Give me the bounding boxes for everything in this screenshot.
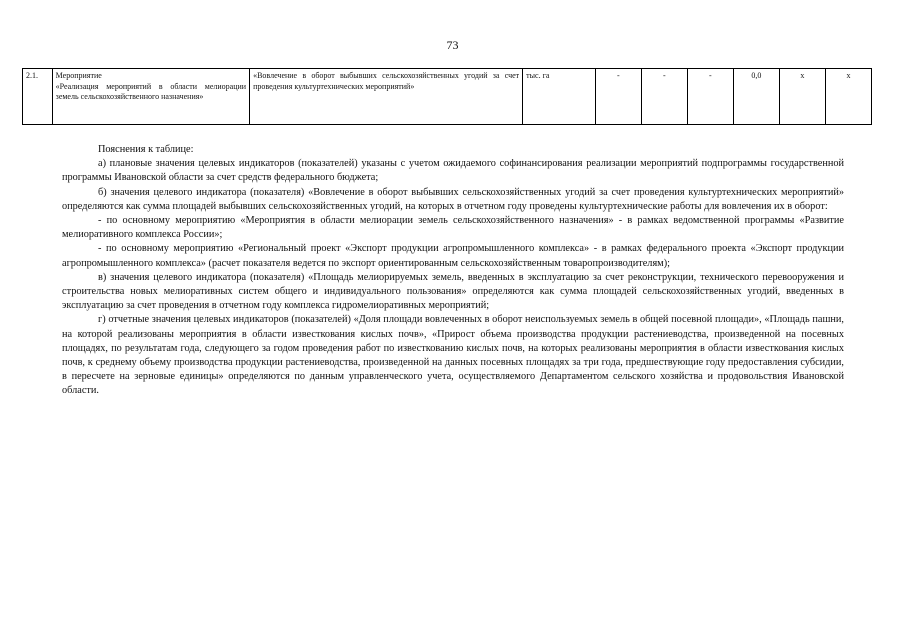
indicator-table: [22, 68, 872, 125]
value-cell-6: х: [825, 69, 871, 125]
value-cell-4: 0,0: [733, 69, 779, 125]
unit-cell: тыс. га: [523, 69, 596, 125]
table-row: [23, 69, 872, 125]
event-cell: [52, 69, 249, 125]
notes-heading: Пояснения к таблице:: [98, 144, 194, 155]
note-paragraph-a: а) плановые значения целевых индикаторов (показателей) указаны с учетом ожидаемого софинансирования реализации мероприятий подпрограммы государственной программы Ивановской области за счет средств федерального бюджета;: [62, 158, 844, 184]
value-cell-5: х: [779, 69, 825, 125]
page-number: 73: [446, 38, 459, 52]
table-notes: [62, 143, 844, 399]
note-paragraph-d: г) отчетные значения целевых индикаторов (показателей) «Доля площади вовлеченных в оборот неиспользуемых земель в общей посевной площади», «Площадь пашни, на которой реализованы мероприятия в области известкования кислых почв», «Прирост объема производства продукции растениеводства, произведенной на посевных площадях, по результатам года, следующего за годом проведения работ по известкованию кислых почв, на которых реализованы мероприятия в области известкования кислых почв, к среднему объему производства продукции растениеводства, произведенной на данных посевных площадях за три года, предшествующие году предоставления субсидии, в пересчете на зерновые единицы» определяются по данным управленческого учета, осуществляемого Департаментом сельского хозяйства и продовольствия Ивановской области.: [62, 314, 844, 397]
note-dash-item-1: - по основному мероприятию «Мероприятия в области мелиорации земель сельскохозяйственного назначения» - в рамках ведомственной программы «Развитие мелиоративного комплекса России»;: [62, 215, 844, 241]
event-name: «Реализация мероприятий в области мелиорации земель сельскохозяйственного назначения»: [55, 81, 247, 101]
note-paragraph-b: б) значения целевого индикатора (показателя) «Вовлечение в оборот выбывших сельскохозяйственных угодий за счет проведения культуртехнических мероприятий» определяются как сумма площадей выбывших сельскохозяйственных угодий, на которых в отчетном году проведены культуртехнические работы для вовлечения их в оборот:: [62, 186, 844, 212]
indicator-cell: «Вовлечение в оборот выбывших сельскохозяйственных угодий за счет проведения культуртехнических мероприятий»: [250, 69, 523, 125]
note-dash-item-2: - по основному мероприятию «Региональный проект «Экспорт продукции агропромышленного комплекса» - в рамках федерального проекта «Экспорт продукции агропромышленного комплекса» (расчет показателя ведется по экспорт ориентированным сельскохозяйственным товаропроизводителям);: [62, 243, 844, 269]
note-paragraph-c: в) значения целевого индикатора (показателя) «Площадь мелиорируемых земель, введенных в эксплуатацию за счет реконструкции, технического перевооружения и строительства новых мелиоративных систем общего и индивидуального пользования» определяются как сумма площадей сельскохозяйственных угодий, введенных в эксплуатацию за счет проведения в отчетном году комплекса гидромелиоративных мероприятий;: [62, 271, 844, 312]
value-cell-1: -: [595, 69, 641, 125]
event-title: Мероприятие: [55, 71, 102, 80]
value-cell-2: -: [641, 69, 687, 125]
value-cell-3: -: [687, 69, 733, 125]
row-number: 2.1.: [23, 69, 53, 125]
